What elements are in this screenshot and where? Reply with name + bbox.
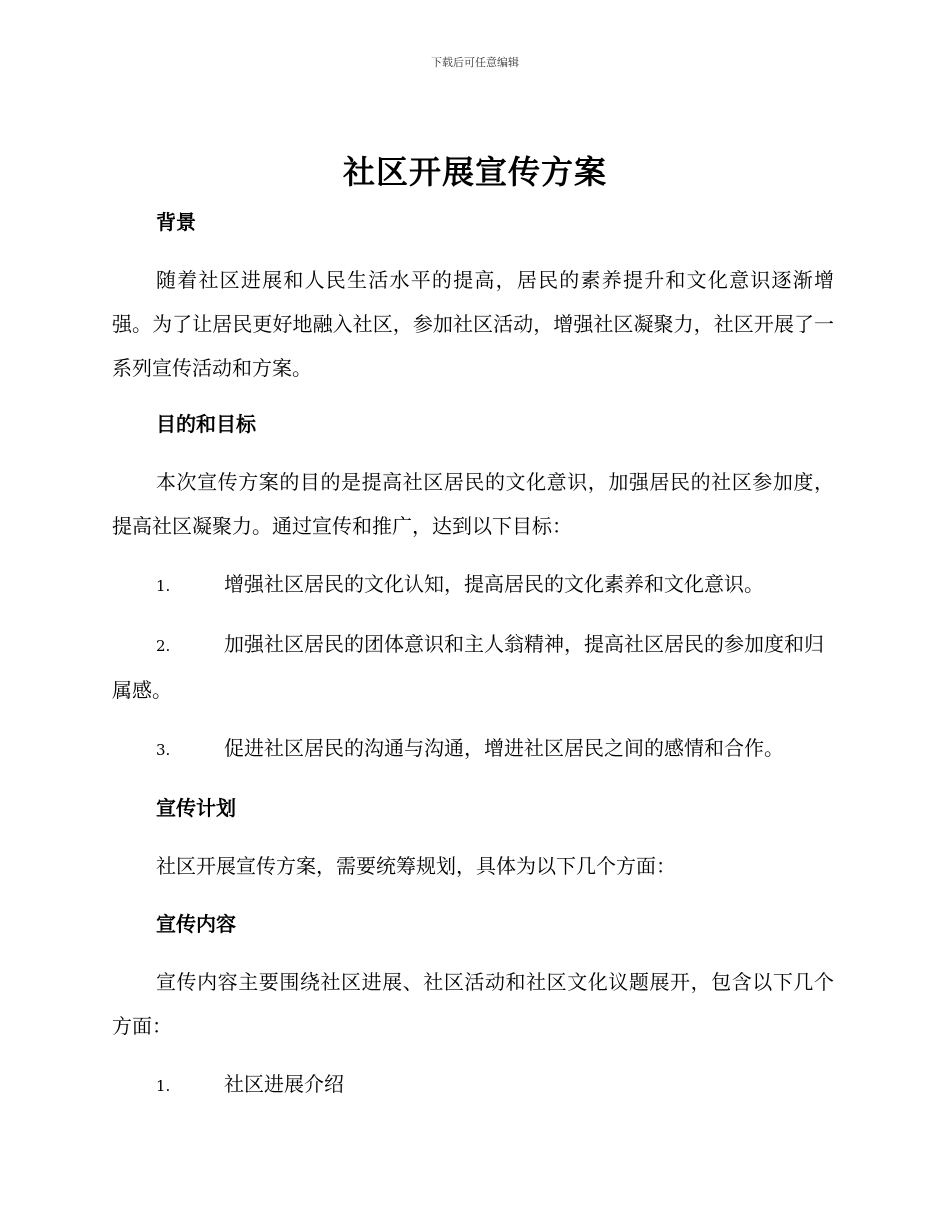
list-item [112, 1062, 834, 1108]
document-title: 社区开展宣传方案 [342, 153, 607, 191]
paragraph-goals: 本次宣传方案的目的是提高社区居民的文化意识，加强居民的社区参加度，提高社区凝聚力。通过宣传和推广，达到以下目标： [112, 470, 834, 538]
section-heading-content: 宣传内容 [156, 912, 236, 936]
list-item [112, 622, 834, 712]
list-item-text: 加强社区居民的团体意识和主人翁精神，提高社区居民的参加度和归属感。 [112, 632, 824, 702]
list-item-number: 3. [156, 741, 171, 759]
section-heading-plan: 宣传计划 [156, 796, 236, 820]
list-item-text: 增强社区居民的文化认知，提高居民的文化素养和文化意识。 [224, 572, 764, 596]
section-heading-background: 背景 [156, 210, 196, 234]
paragraph-background: 随着社区进展和人民生活水平的提高，居民的素养提升和文化意识逐渐增强。为了让居民更好地融入社区，参加社区活动，增强社区凝聚力，社区开展了一系列宣传活动和方案。 [112, 268, 834, 380]
list-item-text: 促进社区居民的沟通与沟通，增进社区居民之间的感情和合作。 [224, 736, 784, 760]
paragraph-content: 宣传内容主要围绕社区进展、社区活动和社区文化议题展开，包含以下几个方面： [112, 970, 834, 1038]
list-item-number: 1. [156, 1077, 171, 1095]
list-item-number: 2. [156, 637, 171, 655]
section-heading-goals: 目的和目标 [156, 412, 256, 436]
list-item-text: 社区进展介绍 [224, 1072, 344, 1096]
list-item [112, 726, 834, 772]
list-item [112, 562, 834, 608]
document-body [112, 200, 834, 1108]
header-note: 下载后可任意编辑 [431, 56, 519, 69]
list-item-number: 1. [156, 577, 171, 595]
paragraph-plan: 社区开展宣传方案，需要统筹规划，具体为以下几个方面： [156, 854, 676, 878]
